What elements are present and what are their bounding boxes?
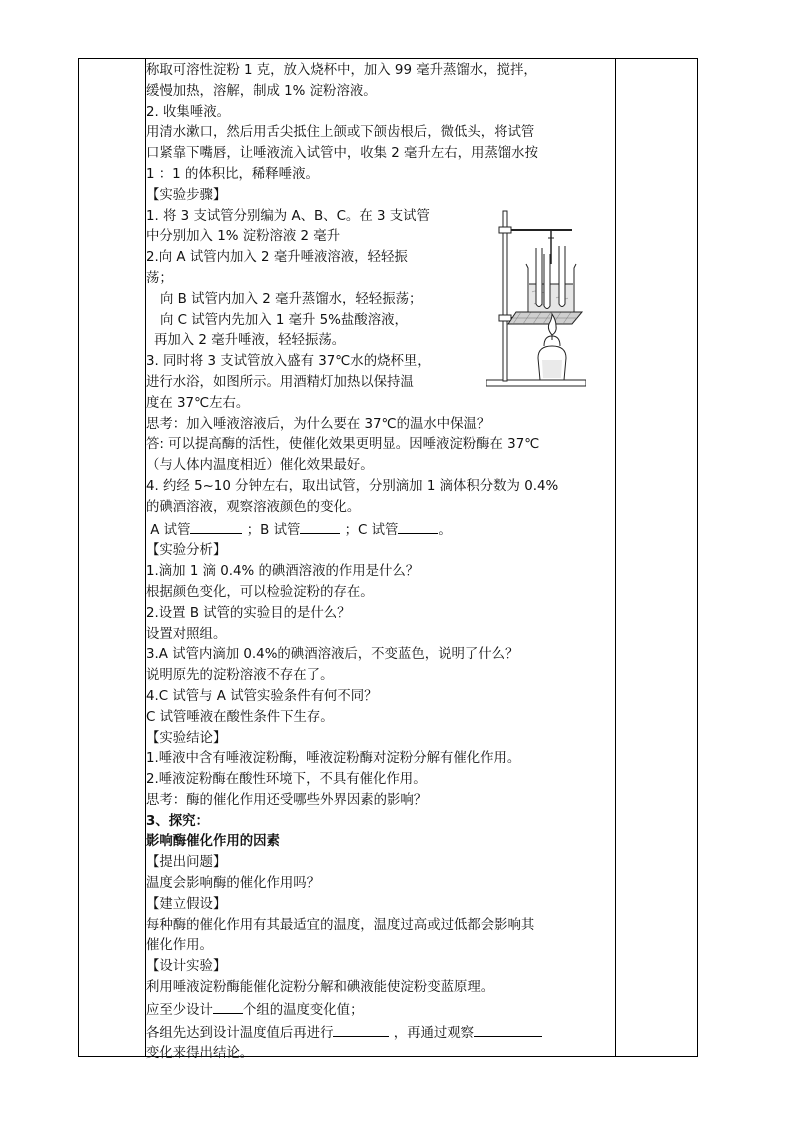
test-tube-c	[559, 246, 565, 307]
text-line: 催化作用。	[146, 938, 213, 954]
text-line: 度在 37℃左右。	[146, 395, 250, 411]
stand-base	[486, 380, 586, 386]
section-heading-question: 【提出问题】	[146, 855, 227, 871]
text-line: 根据颜色变化，可以检验淀粉的存在。	[146, 584, 374, 600]
text-line: 向 B 试管内加入 2 毫升蒸馏水，轻轻振荡；	[160, 291, 423, 307]
blank-procedure[interactable]	[333, 1022, 389, 1037]
text-line: 2. 收集唾液。	[146, 104, 230, 120]
text-line: 3.A 试管内滴加 0.4%的碘酒溶液后，不变蓝色，说明了什么？	[146, 647, 519, 663]
lamp-alcohol	[542, 360, 562, 378]
table-divider-2	[615, 59, 616, 1056]
text-line: 1. 将 3 支试管分别编为 A、B、C。在 3 支试管	[146, 208, 430, 224]
text-line: 2.向 A 试管内加入 2 毫升唾液溶液，轻轻振	[146, 250, 408, 266]
text-line: 4. 约经 5~10 分钟左右，取出试管，分别滴加 1 滴体积分数为 0.4%	[146, 478, 559, 494]
tube-a-label: A 试管	[150, 522, 191, 538]
blank-tube-a[interactable]	[190, 519, 242, 534]
text-line: 答: 可以提高酶的活性，使催化效果更明显。因唾液淀粉酶在 37℃	[146, 437, 540, 453]
text-line: 荡；	[146, 270, 173, 286]
section-heading-explore: 3、探究：	[146, 813, 209, 829]
text-line: 设置对照组。	[146, 626, 227, 642]
section-heading-analysis: 【实验分析】	[146, 543, 227, 559]
text-line: 1.唾液中含有唾液淀粉酶，唾液淀粉酶对淀粉分解有催化作用。	[146, 751, 521, 767]
section-heading-hypothesis: 【建立假设】	[146, 896, 227, 912]
text-line: 变化来得出结论。	[146, 1046, 254, 1062]
text-line: 2.唾液淀粉酶在酸性环境下，不具有催化作用。	[146, 772, 427, 788]
text-line: 再加入 2 毫升唾液，轻轻振荡。	[154, 333, 346, 349]
section-heading-conclusion: 【实验结论】	[146, 730, 227, 746]
text-line: 中分别加入 1% 淀粉溶液 2 毫升	[146, 229, 341, 245]
text-line: 利用唾液淀粉酶能催化淀粉分解和碘液能使淀粉变蓝原理。	[146, 980, 495, 996]
text-line: 思考：加入唾液溶液后，为什么要在 37℃的温水中保温？	[146, 416, 491, 432]
blank-tube-c[interactable]	[398, 519, 438, 534]
text-segment: 个组的温度变化值；	[242, 1002, 364, 1018]
fill-in-tubes	[146, 519, 612, 542]
text-line: C 试管唾液在酸性条件下生存。	[146, 709, 334, 725]
clamp-holder	[499, 227, 511, 233]
text-line: 3. 同时将 3 支试管放入盛有 37℃水的烧杯里，	[146, 354, 431, 370]
stand-pole	[503, 211, 507, 381]
text-line: 称取可溶性淀粉 1 克，放入烧杯中，加入 99 毫升蒸馏水，搅拌，	[146, 63, 537, 78]
text-segment: 各组先达到设计温度值后再进行	[146, 1025, 334, 1041]
blank-tube-b[interactable]	[300, 519, 340, 534]
text-line: 缓慢加热，溶解，制成 1% 淀粉溶液。	[146, 83, 377, 99]
tube-b-label: ；B 试管	[246, 522, 301, 538]
fill-in-groups	[146, 999, 612, 1022]
text-line: 的碘酒溶液，观察溶液颜色的变化。	[146, 499, 361, 515]
text-line: 1.滴加 1 滴 0.4% 的碘酒溶液的作用是什么？	[146, 564, 420, 580]
period: 。	[438, 522, 452, 538]
text-line: 向 C 试管内先加入 1 毫升 5%盐酸溶液，	[160, 312, 408, 328]
text-line: 温度会影响酶的催化作用吗？	[146, 876, 321, 892]
blank-observation[interactable]	[474, 1022, 542, 1037]
text-line: （与人体内温度相近）催化效果最好。	[146, 458, 374, 474]
text-line: 进行水浴，如图所示。用酒精灯加热以保持温	[146, 374, 414, 390]
section-heading-design: 【设计实验】	[146, 959, 227, 975]
section-heading-steps: 【实验步骤】	[146, 187, 227, 203]
text-line: 1 ：1 的体积比，稀释唾液。	[146, 166, 319, 182]
text-line: 说明原先的淀粉溶液不存在了。	[146, 668, 334, 684]
text-line: 4.C 试管与 A 试管实验条件有何不同？	[146, 688, 378, 704]
test-tube-a	[536, 248, 542, 307]
blank-group-count[interactable]	[213, 999, 243, 1014]
fill-in-procedure	[146, 1022, 612, 1045]
text-line: 用清水漱口，然后用舌尖抵住上颌或下颌齿根后，微低头，将试管	[146, 125, 535, 141]
text-line: 思考：酶的催化作用还受哪些外界因素的影响？	[146, 792, 428, 808]
text-line: 2.设置 B 试管的实验目的是什么？	[146, 605, 351, 621]
water-bath-apparatus-figure	[486, 208, 586, 391]
test-tube-b	[544, 254, 550, 309]
text-segment: 应至少设计	[146, 1002, 213, 1018]
text-line: 每种酶的催化作用有其最适宜的温度，温度过高或过低都会影响其	[146, 917, 535, 933]
explore-topic-title: 影响酶催化作用的因素	[146, 834, 280, 850]
tube-c-label: ；C 试管	[344, 522, 399, 538]
text-segment: ，再通过观察	[393, 1025, 475, 1041]
ring-holder	[499, 315, 511, 321]
text-line: 口紧靠下嘴唇，让唾液流入试管中，收集 2 毫升左右，用蒸馏水按	[146, 146, 538, 162]
